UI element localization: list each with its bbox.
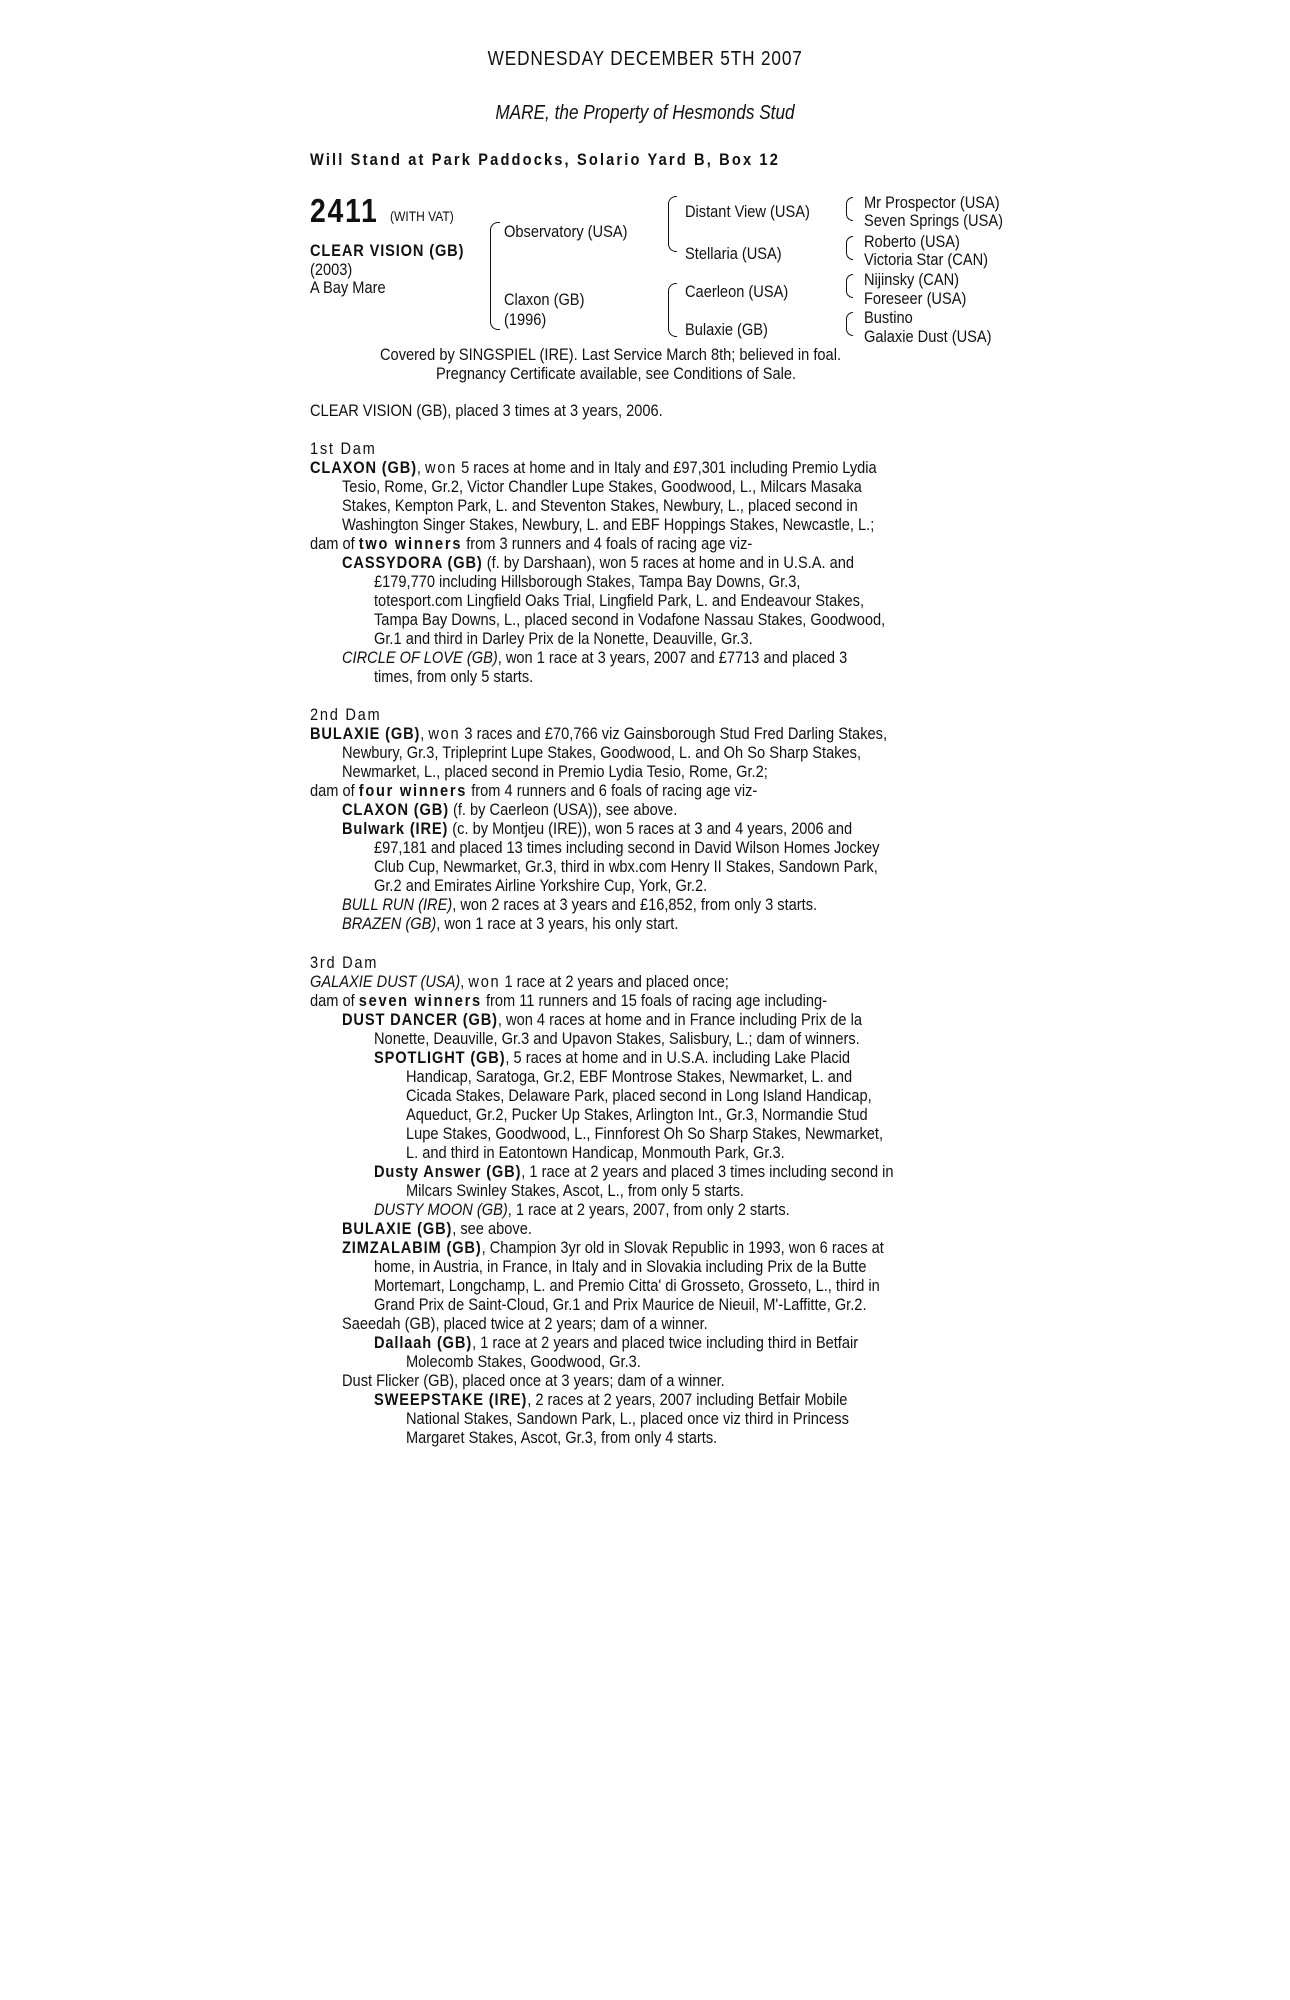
- pedigree-bracket-3a: [846, 197, 853, 221]
- pedigree-gg1: Mr Prospector (USA): [864, 193, 1000, 212]
- dam1-line-11: CIRCLE OF LOVE (GB), won 1 race at 3 years, 2007 and £7713 and placed 3: [342, 648, 848, 667]
- dam1-line-8: totesport.com Lingfield Oaks Trial, Lingfield Park, L. and Endeavour Stakes,: [374, 591, 865, 610]
- dam1-line-2: Tesio, Rome, Gr.2, Victor Chandler Lupe Stakes, Goodwood, L., Milcars Masaka: [342, 477, 862, 496]
- dam1-heading: 1st Dam: [310, 439, 377, 458]
- pedigree-bracket-1: [490, 222, 500, 330]
- pedigree-bracket-2a: [668, 196, 677, 252]
- location-line: Will Stand at Park Paddocks, Solario Yard B, Box 12: [310, 150, 781, 169]
- dam3-line-16: home, in Austria, in France, in Italy and in Slovakia including Prix de la Butte: [374, 1257, 867, 1276]
- dam3-line-10: L. and third in Eatontown Handicap, Monmouth Park, Gr.3.: [406, 1143, 785, 1162]
- dam2-heading: 2nd Dam: [310, 705, 382, 724]
- dam3-line-11: Dusty Answer (GB), 1 race at 2 years and placed 3 times including second in: [374, 1162, 894, 1181]
- pedigree-g2: Stellaria (USA): [685, 244, 782, 263]
- lot-description: A Bay Mare: [310, 278, 386, 297]
- pedigree-g3: Caerleon (USA): [685, 282, 789, 301]
- lot-year: (2003): [310, 260, 353, 279]
- dam3-line-23: SWEEPSTAKE (IRE), 2 races at 2 years, 2007 including Betfair Mobile: [374, 1390, 848, 1409]
- pedigree-gg5: Nijinsky (CAN): [864, 270, 960, 289]
- dam2-line-7: £97,181 and placed 13 times including second in David Wilson Homes Jockey: [374, 838, 880, 857]
- pedigree-g1: Distant View (USA): [685, 202, 810, 221]
- dam2-line-5: CLAXON (GB) (f. by Caerleon (USA)), see above.: [342, 800, 678, 819]
- dam3-line-13: DUSTY MOON (GB), 1 race at 2 years, 2007, from only 2 starts.: [374, 1200, 790, 1219]
- dam3-heading: 3rd Dam: [310, 953, 379, 972]
- dam1-line-3: Stakes, Kempton Park, L. and Steventon Stakes, Newbury, L., placed second in: [342, 496, 858, 515]
- dam1-line-10: Gr.1 and third in Darley Prix de la Nonette, Deauville, Gr.3.: [374, 629, 753, 648]
- dam1-line-9: Tampa Bay Downs, L., placed second in Vodafone Nassau Stakes, Goodwood,: [374, 610, 886, 629]
- dam3-line-25: Margaret Stakes, Ascot, Gr.3, from only 4 starts.: [406, 1428, 718, 1447]
- pedigree-gg7: Bustino: [864, 308, 913, 327]
- dam2-line-10: BULL RUN (IRE), won 2 races at 3 years and £16,852, from only 3 starts.: [342, 895, 818, 914]
- pedigree-g4: Bulaxie (GB): [685, 320, 768, 339]
- dam3-line-24: National Stakes, Sandown Park, L., placed once viz third in Princess: [406, 1409, 849, 1428]
- pedigree-bracket-3d: [846, 312, 853, 336]
- dam3-line-12: Milcars Swinley Stakes, Ascot, L., from only 5 starts.: [406, 1181, 745, 1200]
- pedigree-bracket-3b: [846, 236, 853, 260]
- dam1-line-12: times, from only 5 starts.: [374, 667, 534, 686]
- dam3-line-18: Grand Prix de Saint-Cloud, Gr.1 and Prix Maurice de Nieuil, M'-Laffitte, Gr.2.: [374, 1295, 867, 1314]
- dam3-line-5: SPOTLIGHT (GB), 5 races at home and in U.S.A. including Lake Placid: [374, 1048, 851, 1067]
- pedigree-gg4: Victoria Star (CAN): [864, 250, 989, 269]
- pedigree-gg2: Seven Springs (USA): [864, 211, 1003, 230]
- dam3-line-3: DUST DANCER (GB), won 4 races at home and in France including Prix de la: [342, 1010, 862, 1029]
- property-line: MARE, the Property of Hesmonds Stud: [495, 102, 795, 124]
- pedigree-gg8: Galaxie Dust (USA): [864, 327, 992, 346]
- dam3-line-1: GALAXIE DUST (USA), won 1 race at 2 years and placed once;: [310, 972, 729, 991]
- dam3-line-19: Saeedah (GB), placed twice at 2 years; dam of a winner.: [342, 1314, 708, 1333]
- race-record: CLEAR VISION (GB), placed 3 times at 3 years, 2006.: [310, 401, 663, 420]
- cover-line-2: Pregnancy Certificate available, see Conditions of Sale.: [436, 364, 797, 383]
- dam2-line-1: BULAXIE (GB), won 3 races and £70,766 viz Gainsborough Stud Fred Darling Stakes,: [310, 724, 888, 743]
- dam3-line-9: Lupe Stakes, Goodwood, L., Finnforest Oh So Sharp Stakes, Newmarket,: [406, 1124, 884, 1143]
- dam3-line-22: Dust Flicker (GB), placed once at 3 years; dam of a winner.: [342, 1371, 725, 1390]
- dam1-line-6: CASSYDORA (GB) (f. by Darshaan), won 5 races at home and in U.S.A. and: [342, 553, 855, 572]
- pedigree-dam-year: (1996): [504, 310, 547, 329]
- dam2-line-11: BRAZEN (GB), won 1 race at 3 years, his only start.: [342, 914, 679, 933]
- dam1-line-5: dam of two winners from 3 runners and 4 foals of racing age viz-: [310, 534, 753, 553]
- dam3-line-7: Cicada Stakes, Delaware Park, placed second in Long Island Handicap,: [406, 1086, 872, 1105]
- dam3-line-6: Handicap, Saratoga, Gr.2, EBF Montrose Stakes, Newmarket, L. and: [406, 1067, 853, 1086]
- dam3-line-20: Dallaah (GB), 1 race at 2 years and placed twice including third in Betfair: [374, 1333, 859, 1352]
- dam2-line-3: Newmarket, L., placed second in Premio Lydia Tesio, Rome, Gr.2;: [342, 762, 768, 781]
- lot-number: 2411: [310, 192, 379, 229]
- pedigree-dam: Claxon (GB): [504, 290, 585, 309]
- dam2-line-6: Bulwark (IRE) (c. by Montjeu (IRE)), won 5 races at 3 and 4 years, 2006 and: [342, 819, 853, 838]
- dam1-line-7: £179,770 including Hillsborough Stakes, Tampa Bay Downs, Gr.3,: [374, 572, 801, 591]
- sale-date: WEDNESDAY DECEMBER 5TH 2007: [487, 48, 803, 70]
- vat-note: (WITH VAT): [390, 208, 454, 224]
- dam3-line-2: dam of seven winners from 11 runners and 15 foals of racing age including-: [310, 991, 828, 1010]
- pedigree-gg6: Foreseer (USA): [864, 289, 967, 308]
- dam3-line-21: Molecomb Stakes, Goodwood, Gr.3.: [406, 1352, 641, 1371]
- dam3-line-15: ZIMZALABIM (GB), Champion 3yr old in Slovak Republic in 1993, won 6 races at: [342, 1238, 884, 1257]
- dam2-line-8: Club Cup, Newmarket, Gr.3, third in wbx.com Henry II Stakes, Sandown Park,: [374, 857, 878, 876]
- pedigree-sire: Observatory (USA): [504, 222, 628, 241]
- lot-name: CLEAR VISION (GB): [310, 241, 465, 260]
- dam3-line-8: Aqueduct, Gr.2, Pucker Up Stakes, Arlington Int., Gr.3, Normandie Stud: [406, 1105, 868, 1124]
- pedigree-gg3: Roberto (USA): [864, 232, 960, 251]
- dam1-line-4: Washington Singer Stakes, Newbury, L. and EBF Hoppings Stakes, Newcastle, L.;: [342, 515, 875, 534]
- dam3-line-17: Mortemart, Longchamp, L. and Premio Citta' di Grosseto, Grosseto, L., third in: [374, 1276, 880, 1295]
- dam3-line-14: BULAXIE (GB), see above.: [342, 1219, 532, 1238]
- pedigree-bracket-2b: [668, 283, 677, 337]
- dam2-line-2: Newbury, Gr.3, Tripleprint Lupe Stakes, Goodwood, L. and Oh So Sharp Stakes,: [342, 743, 862, 762]
- dam1-line-1: CLAXON (GB), won 5 races at home and in Italy and £97,301 including Premio Lydia: [310, 458, 877, 477]
- cover-line-1: Covered by SINGSPIEL (IRE). Last Service March 8th; believed in foal.: [380, 345, 842, 364]
- pedigree-bracket-3c: [846, 274, 853, 298]
- dam2-line-4: dam of four winners from 4 runners and 6 foals of racing age viz-: [310, 781, 758, 800]
- dam2-line-9: Gr.2 and Emirates Airline Yorkshire Cup, York, Gr.2.: [374, 876, 708, 895]
- dam3-line-4: Nonette, Deauville, Gr.3 and Upavon Stakes, Salisbury, L.; dam of winners.: [374, 1029, 860, 1048]
